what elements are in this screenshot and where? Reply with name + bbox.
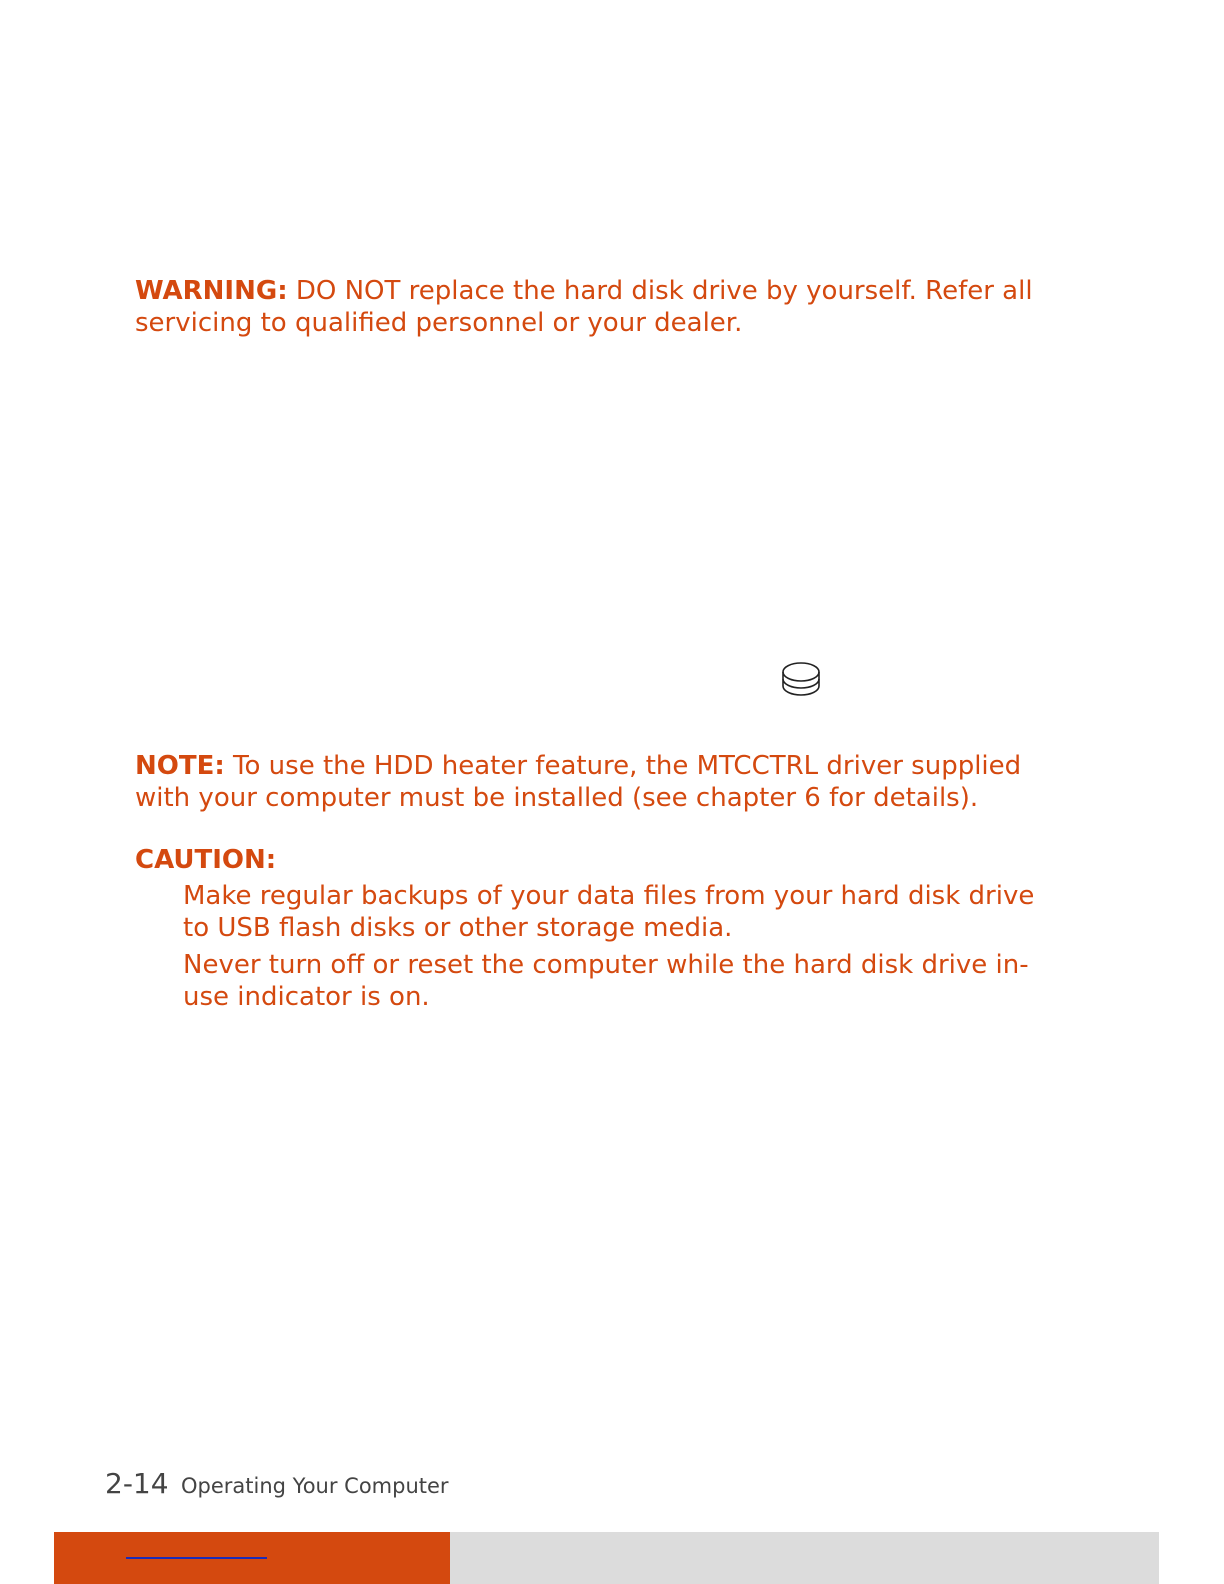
note-label: NOTE: (135, 751, 225, 781)
page-number: 2-14 (105, 1467, 169, 1500)
footer-section-title: Operating Your Computer (181, 1474, 449, 1498)
caution-label: CAUTION: (135, 845, 277, 875)
warning-notice (135, 275, 1055, 339)
caution-item: Never turn off or reset the computer while the hard disk drive in-use indicator is on. (183, 950, 1029, 1012)
caution-item: Make regular backups of your data files from your hard disk drive to USB flash disks or other storage media. (183, 881, 1035, 943)
warning-text: DO NOT replace the hard disk drive by yourself. Refer all servicing to qualified personnel or your dealer. (135, 276, 1033, 338)
note-notice (135, 750, 1055, 814)
footer-underline (126, 1557, 267, 1559)
note-text: To use the HDD heater feature, the MTCCTRL driver supplied with your computer must be installed (see chapter 6 for details). (135, 751, 1022, 813)
warning-label: WARNING: (135, 276, 288, 306)
hard-disk-icon (780, 660, 822, 700)
footer-gray-bar (450, 1532, 1159, 1584)
